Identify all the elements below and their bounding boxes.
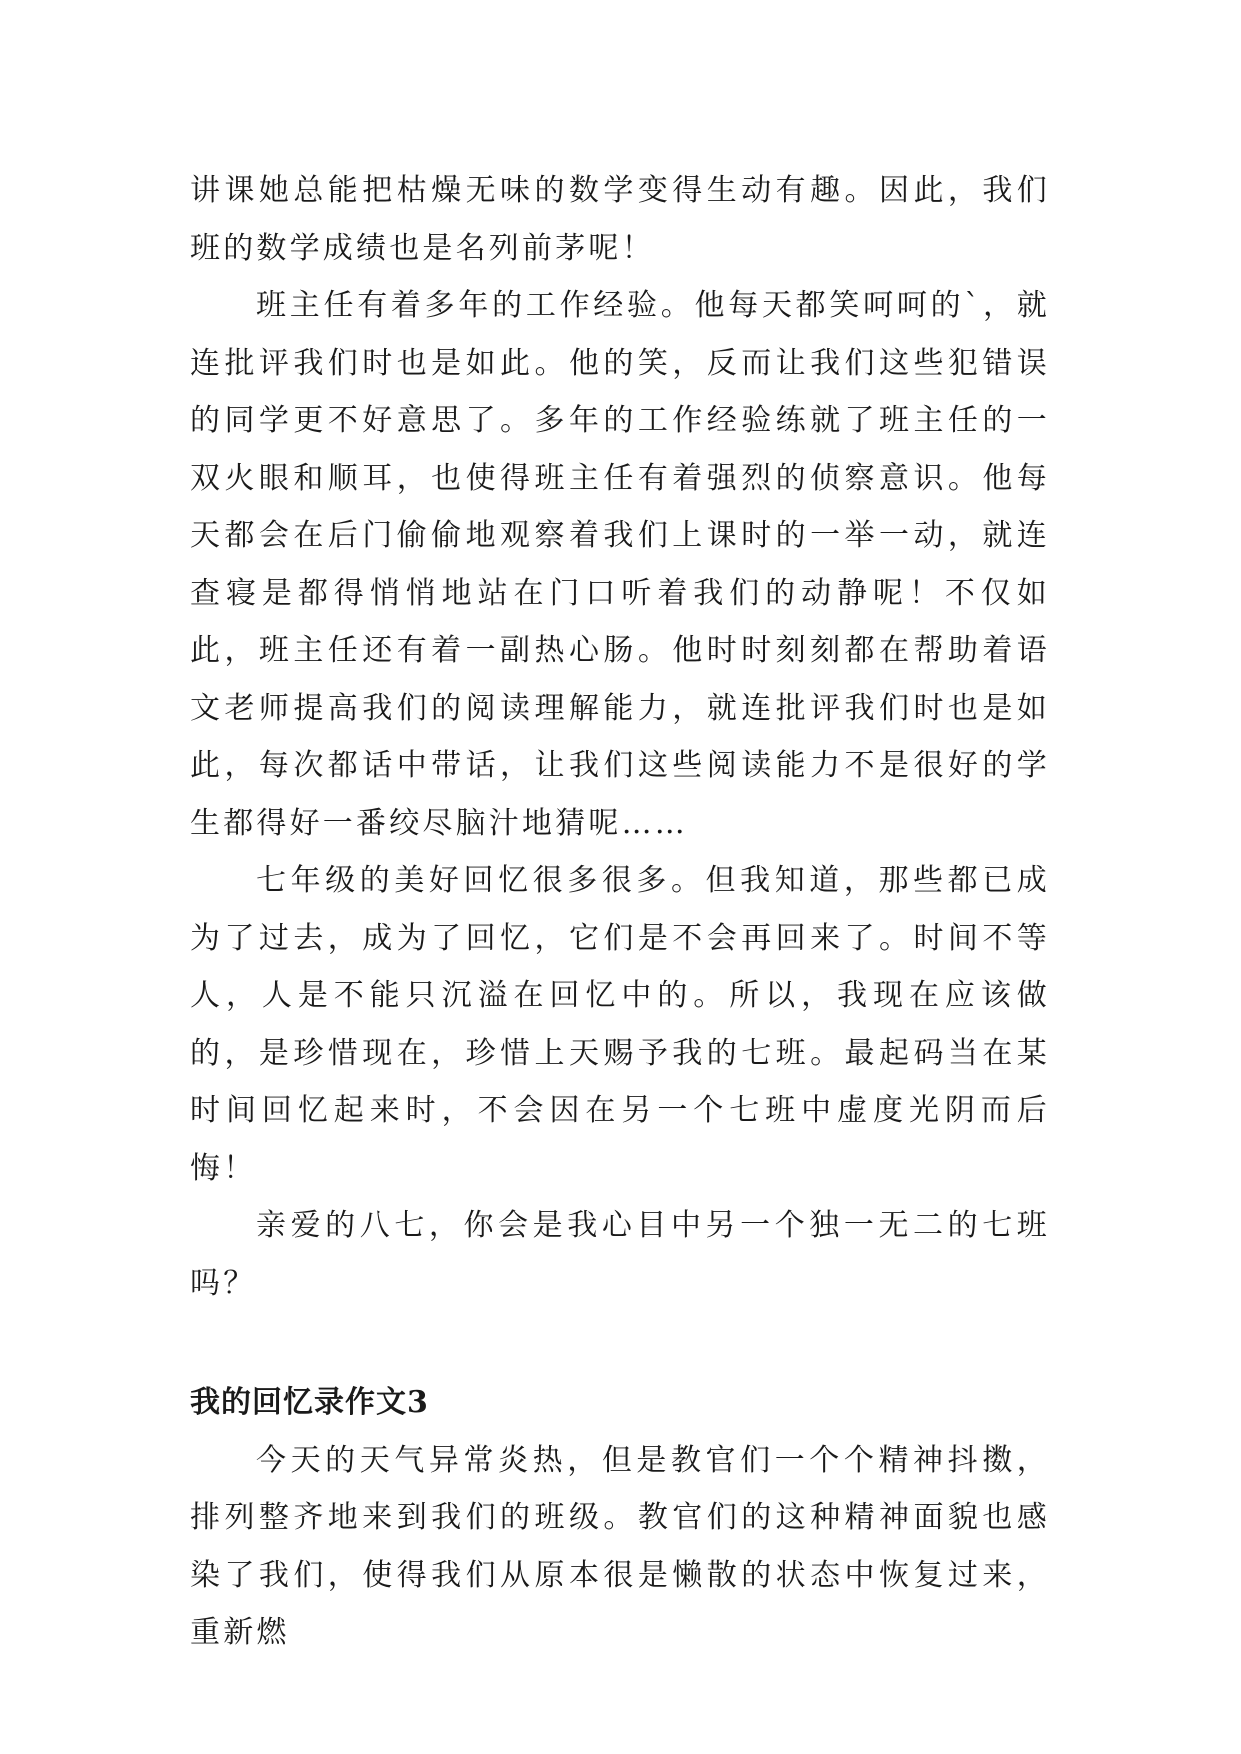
paragraph-section-start: 今天的天气异常炎热，但是教官们一个个精神抖擞，排列整齐地来到我们的班级。教官们的这种精神面貌也感染了我们，使得我们从原本很是懒散的状态中恢复过来，重新燃 <box>190 1442 1050 1650</box>
paragraph-memories: 七年级的美好回忆很多很多。但我知道，那些都已成为了过去，成为了回忆，它们是不会再回来了。时间不等人，人是不能只沉溢在回忆中的。所以，我现在应该做的，是珍惜现在，珍惜上天赐予我的七班。最起码当在某时间回忆起来时，不会因在另一个七班中虚度光阴而后悔！ <box>190 863 1050 1186</box>
section-title: 我的回忆录作文3 <box>190 1385 429 1420</box>
paragraph-closing-question: 亲爱的八七，你会是我心目中另一个独一无二的七班吗？ <box>190 1208 1050 1301</box>
section-gap <box>190 1312 1050 1374</box>
essay-body <box>190 162 1050 1662</box>
paragraph-head-teacher: 班主任有着多年的工作经验。他每天都笑呵呵的`，就连批评我们时也是如此。他的笑，反而让我们这些犯错误的同学更不好意思了。多年的工作经验练就了班主任的一双火眼和顺耳，也使得班主任有着强烈的侦察意识。他每天都会在后门偷偷地观察着我们上课时的一举一动，就连查寝是都得悄悄地站在门口听着我们的动静呢！不仅如此，班主任还有着一副热心肠。他时时刻刻都在帮助着语文老师提高我们的阅读理解能力，就连批评我们时也是如此，每次都话中带话，让我们这些阅读能力不是很好的学生都得好一番绞尽脑汁地猜呢…… <box>190 288 1050 841</box>
paragraph-continuation: 讲课她总能把枯燥无味的数学变得生动有趣。因此，我们班的数学成绩也是名列前茅呢！ <box>190 173 1050 266</box>
